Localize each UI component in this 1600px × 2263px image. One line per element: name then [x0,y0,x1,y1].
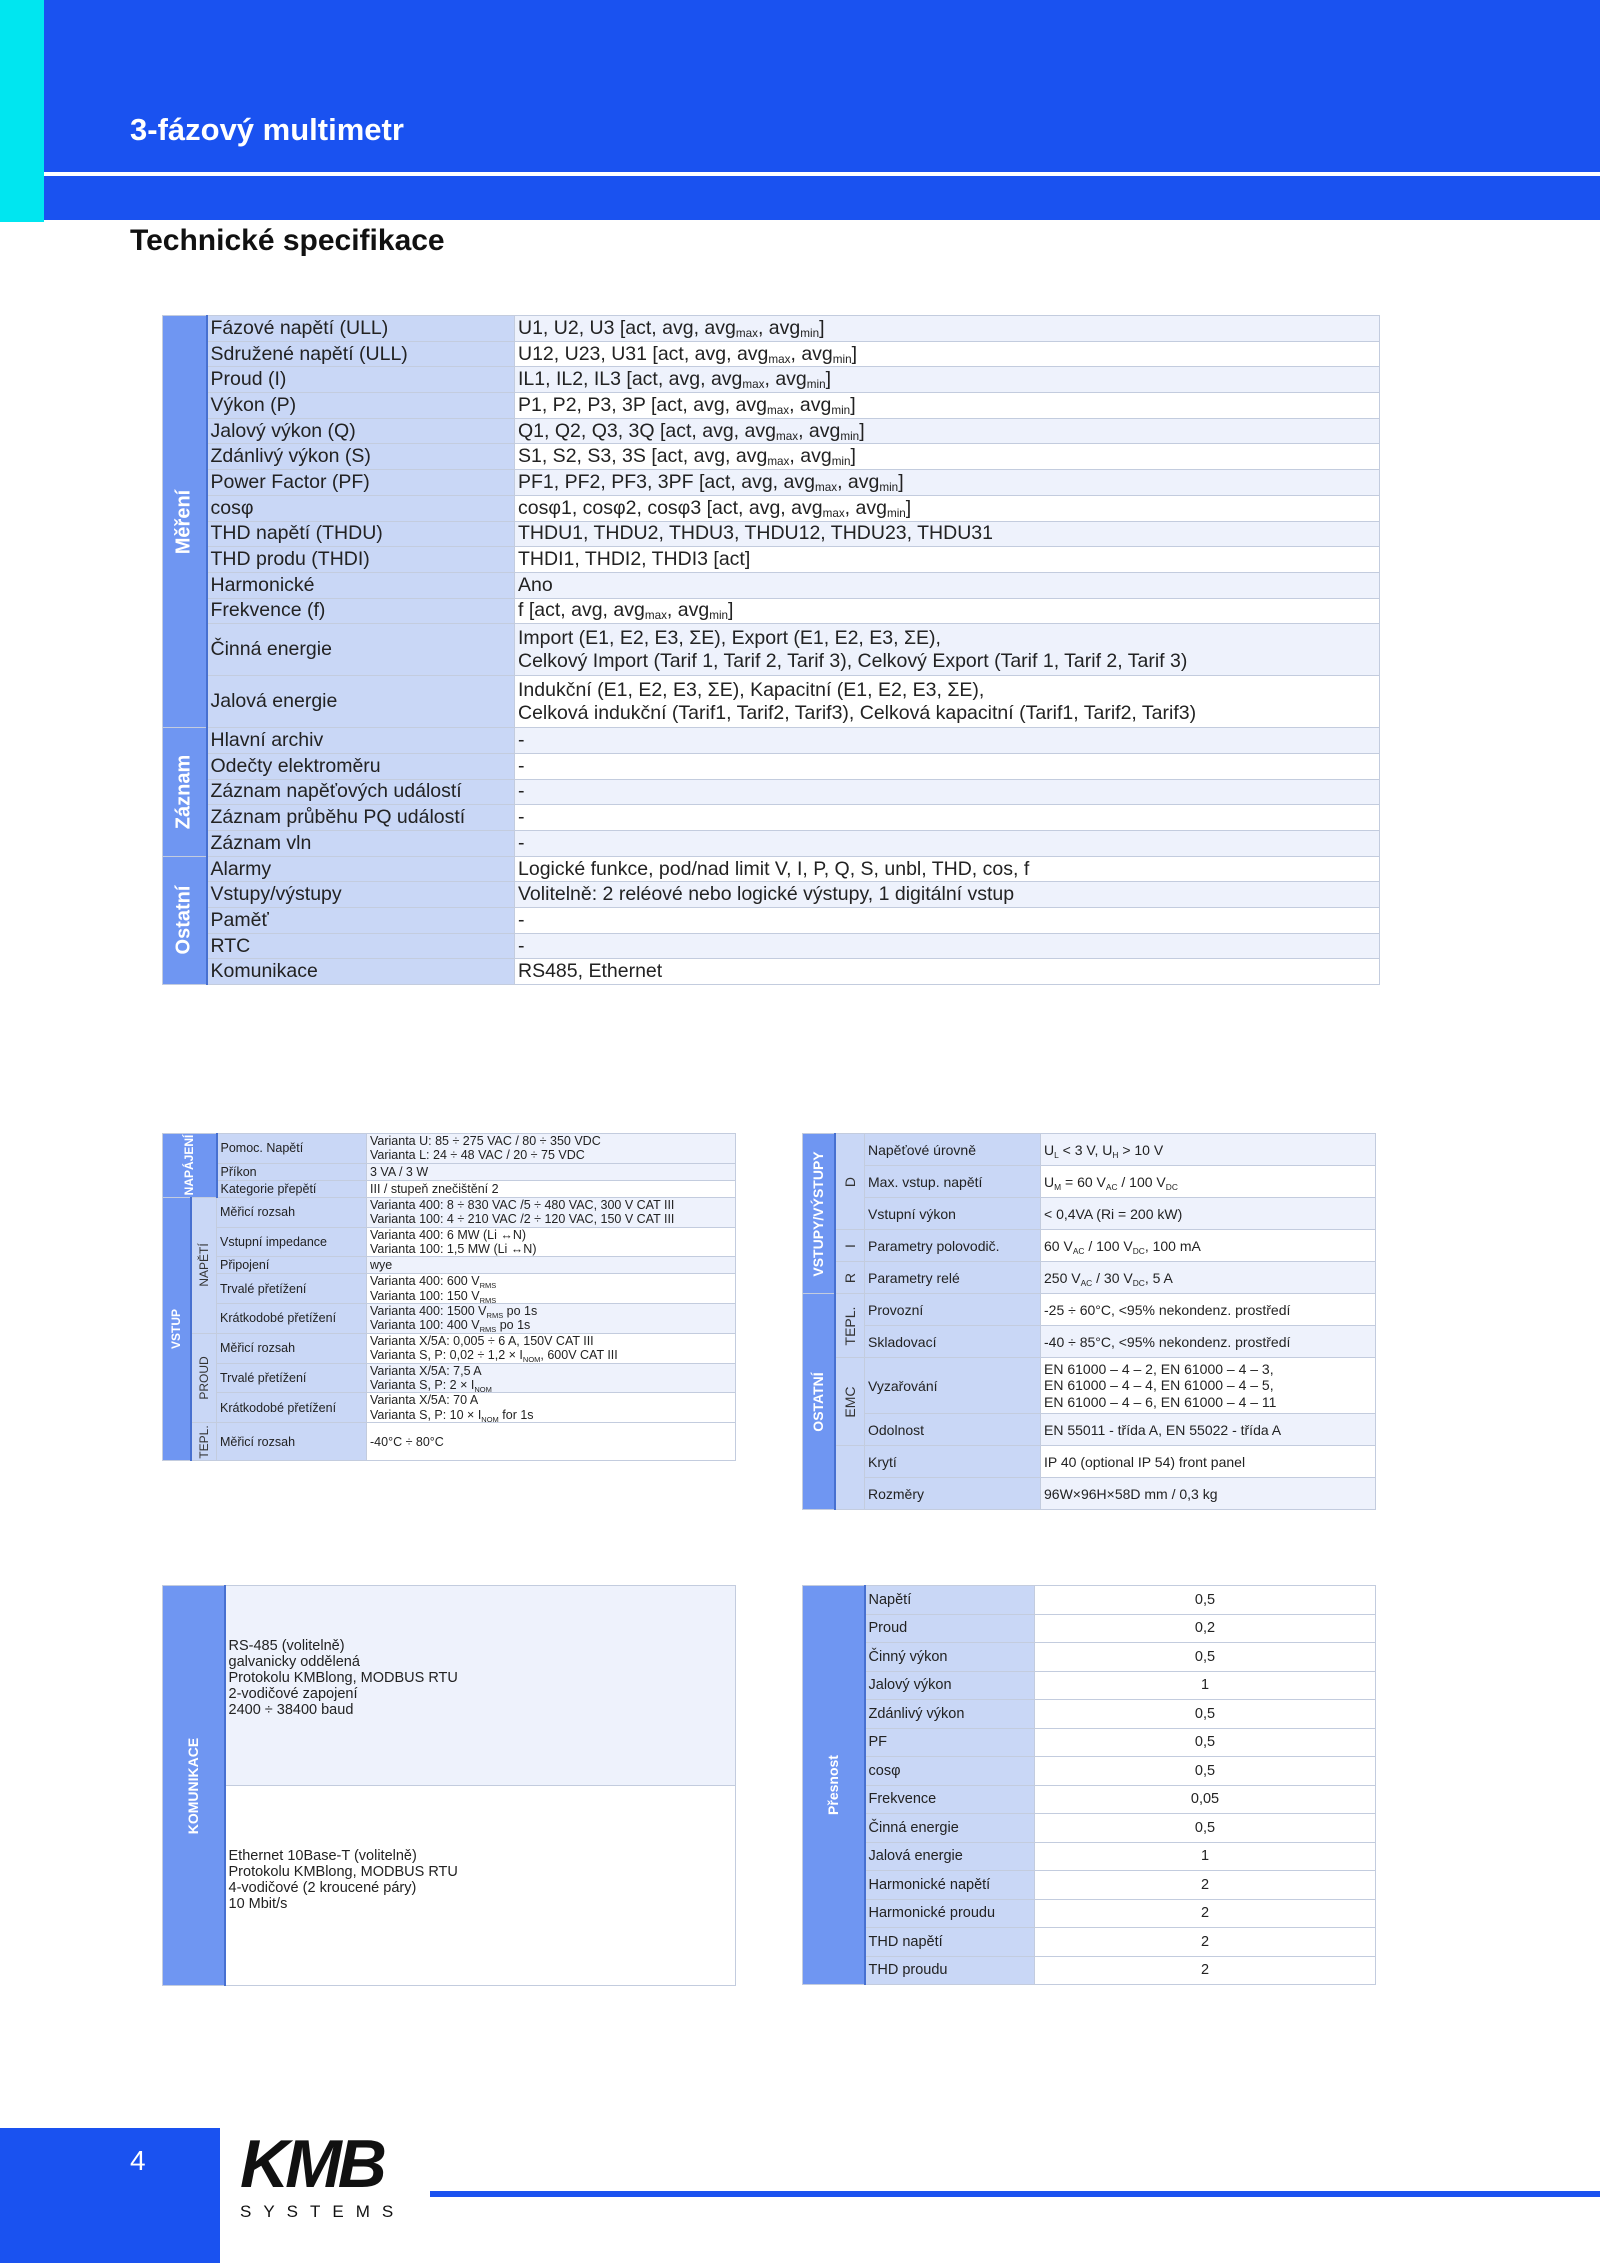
accuracy-value: 1 [1035,1671,1376,1700]
header-lower-band [44,176,1600,220]
group-label-emc: EMC [841,1385,858,1418]
spec-label: Trvalé přetížení [217,1363,367,1393]
page-number: 4 [130,2145,146,2176]
accuracy-label: Harmonické napětí [865,1871,1035,1900]
spec-value: THDU1, THDU2, THDU3, THDU12, THDU23, THDU31 [515,521,1380,547]
spec-value: - [515,933,1380,959]
spec-value: cosφ1, cosφ2, cosφ3 [act, avg, avg$_{max}$, avg$_{min}$] [515,495,1380,521]
rs485-line: RS-485 (volitelně) [228,1638,345,1654]
spec-row [163,521,1380,547]
logo-wordmark: KMB [240,2126,383,2202]
spec-label: Výkon (P) [207,393,515,419]
spec-label: cosφ [207,495,515,521]
spec-row [163,805,1380,831]
spec-label: Pomoc. Napětí [217,1134,367,1164]
logo-subtitle: SYSTEMS [240,2202,406,2221]
spec-label: Parametry polovodič. [865,1230,1041,1262]
spec-row [163,418,1380,444]
spec-value: - [515,805,1380,831]
communication-table [162,1585,736,1986]
spec-row [163,470,1380,496]
accuracy-value: 2 [1035,1899,1376,1928]
accuracy-row [803,1842,1376,1871]
spec-label: Jalový výkon (Q) [207,418,515,444]
spec-value: - [515,779,1380,805]
spec-value: -40°C ÷ 80°C [367,1423,736,1461]
accuracy-label: Jalový výkon [865,1671,1035,1700]
accuracy-row [803,1586,1376,1615]
rs485-line: 2-vodičové zapojení [228,1686,358,1702]
spec-label: Krátkodobé přetížení [217,1393,367,1423]
accuracy-row [803,1928,1376,1957]
accuracy-label: Frekvence [865,1785,1035,1814]
ethernet-line: Ethernet 10Base-T (volitelně) [228,1848,417,1864]
spec-value: wye [367,1257,736,1274]
group-label-presnost: Přesnost [825,1755,842,1815]
spec-label: Sdružené napětí (ULL) [207,341,515,367]
accuracy-label: Proud [865,1614,1035,1643]
spec-label: Příkon [217,1163,367,1180]
spec-label: Měřicí rozsah [217,1333,367,1363]
accuracy-value: 1 [1035,1842,1376,1871]
spec-row [163,444,1380,470]
accuracy-label: PF [865,1728,1035,1757]
rs485-line: galvanicky oddělená [228,1654,360,1670]
accuracy-value: 2 [1035,1956,1376,1985]
spec-value: Q1, Q2, Q3, 3Q [act, avg, avg$_{max}$, avg$_{min}$] [515,418,1380,444]
rs485-line: Protokolu KMBlong, MODBUS RTU [228,1670,458,1686]
group-label-mereni: Měření [172,489,195,554]
spec-label: Harmonické [207,572,515,598]
spec-value: RS485, Ethernet [515,959,1380,985]
spec-row [163,676,1380,728]
spec-row [163,753,1380,779]
spec-label: Skladovací [865,1326,1041,1358]
spec-row [163,933,1380,959]
spec-label: Komunikace [207,959,515,985]
accuracy-row [803,1700,1376,1729]
spec-label: Provozní [865,1294,1041,1326]
spec-value: IL1, IL2, IL3 [act, avg, avg$_{max}$, avg$_{min}$] [515,367,1380,393]
accuracy-label: Činný výkon [865,1643,1035,1672]
spec-row [163,856,1380,882]
group-label-tepl: TEPL. [196,1424,211,1459]
accuracy-label: THD napětí [865,1928,1035,1957]
spec-label: Rozměry [865,1478,1041,1510]
spec-value: PF1, PF2, PF3, 3PF [act, avg, avg$_{max}$, avg$_{min}$] [515,470,1380,496]
spec-label: Měřicí rozsah [217,1197,367,1227]
spec-label: Vstupy/výstupy [207,882,515,908]
footer-rule [430,2191,1600,2197]
spec-value: EN 55011 - třída A, EN 55022 - třída A [1041,1414,1376,1446]
spec-label: Záznam vln [207,831,515,857]
spec-row [163,316,1380,342]
spec-value: 60 $V_{AC} / 100$ $V_{DC}$, 100 mA [1041,1230,1376,1262]
accuracy-label: Napětí [865,1586,1035,1615]
accuracy-row [803,1814,1376,1843]
spec-label: Krytí [865,1446,1041,1478]
spec-label: Činná energie [207,624,515,676]
group-label-ostatni: OSTATNÍ [810,1371,827,1432]
spec-label: Alarmy [207,856,515,882]
spec-label: THD produ (THDI) [207,547,515,573]
accuracy-value: 0,05 [1035,1785,1376,1814]
spec-value: Indukční (E1, E2, E3, ΣE), Kapacitní (E1, E2, E3, ΣE), Celková indukční (Tarif1, Tarif2, Tarif3), Celková kapacitní (Tarif1, Tarif2, Tarif3) [515,676,1380,728]
spec-row [163,728,1380,754]
ethernet-line: 4-vodičové (2 kroucené páry) [228,1880,417,1896]
spec-value: Varianta X/5A: 0,005 ÷ 6 A, 150V CAT III Varianta S, P: $0,02 \div 1,2 \times I_{NOM}$, 600V CAT III [367,1333,736,1363]
accuracy-label: Jalová energie [865,1842,1035,1871]
spec-row [163,908,1380,934]
spec-value: IP 40 (optional IP 54) front panel [1041,1446,1376,1478]
spec-value: Logické funkce, pod/nad limit V, I, P, Q, S, unbl, THD, cos, f [515,856,1380,882]
spec-row [163,882,1380,908]
accuracy-value: 0,5 [1035,1757,1376,1786]
spec-row [163,572,1380,598]
spec-value: -25 ÷ 60°C, <95% nekondenz. prostředí [1041,1294,1376,1326]
group-label-komunikace: KOMUNIKACE [185,1737,202,1834]
spec-label: Vstupní výkon [865,1198,1041,1230]
spec-label: Power Factor (PF) [207,470,515,496]
spec-value: - [515,908,1380,934]
power-input-table [162,1133,736,1461]
section-title: Technické specifikace [130,224,445,257]
spec-row [163,341,1380,367]
accuracy-table [802,1585,1376,1985]
spec-value: - [515,728,1380,754]
spec-row [163,547,1380,573]
spec-label: Max. vstup. napětí [865,1166,1041,1198]
group-label-vstup: VSTUP [169,1308,184,1349]
spec-row [163,831,1380,857]
spec-value: Varianta X/5A: 70 A Varianta S, P: $10 \times I_{NOM}$ for 1s [367,1393,736,1423]
group-label-proud: PROUD [196,1356,211,1400]
spec-row [163,393,1380,419]
spec-row [163,598,1380,624]
kmb-logo [240,2126,415,2222]
spec-value: Varianta X/5A: 7,5 A Varianta S, P: $2 \times I_{NOM}$ [367,1363,736,1393]
spec-label: Vyzařování [865,1358,1041,1414]
accuracy-value: 2 [1035,1928,1376,1957]
spec-value: Volitelně: 2 reléové nebo logické výstupy, 1 digitální vstup [515,882,1380,908]
group-label-r: R [841,1272,858,1283]
spec-label: Jalová energie [207,676,515,728]
spec-value: -40 ÷ 85°C, <95% nekondenz. prostředí [1041,1326,1376,1358]
spec-row [163,495,1380,521]
spec-label: THD napětí (THDU) [207,521,515,547]
ethernet-line: 10 Mbit/s [228,1896,288,1912]
accuracy-row [803,1614,1376,1643]
spec-value: f [act, avg, avg$_{max}$, avg$_{min}$] [515,598,1380,624]
accuracy-row [803,1956,1376,1985]
ethernet-block [225,1786,736,1986]
spec-value: Varianta 400: 6 MW (Li ↔N) Varianta 100: 1,5 MW (Li ↔N) [367,1227,736,1257]
accuracy-value: 2 [1035,1871,1376,1900]
accuracy-label: cosφ [865,1757,1035,1786]
spec-label: Zdánlivý výkon (S) [207,444,515,470]
accuracy-value: 0,5 [1035,1700,1376,1729]
accuracy-row [803,1728,1376,1757]
spec-value: Varianta 400: 1500 $V_{RMS}$ po 1s Varianta 100: 400 $V_{RMS}$ po 1s [367,1304,736,1334]
spec-label: Frekvence (f) [207,598,515,624]
footer-page-block [0,2128,220,2263]
spec-label: Parametry relé [865,1262,1041,1294]
spec-value: III / stupeň znečištění 2 [367,1180,736,1197]
rs485-block [225,1586,736,1786]
group-label-vstupy-vystupy: VSTUPY/VÝSTUPY [810,1150,827,1277]
spec-value: U1, U2, U3 [act, avg, avg$_{max}$, avg$_{min}$] [515,316,1380,342]
accuracy-value: 0,5 [1035,1814,1376,1843]
accuracy-label: Harmonické proudu [865,1899,1035,1928]
spec-value: THDI1, THDI2, THDI3 [act] [515,547,1380,573]
measurement-table [162,315,1380,985]
group-label-zaznam: Záznam [172,754,195,830]
spec-label: Krátkodobé přetížení [217,1304,367,1334]
spec-value: - [515,831,1380,857]
group-label-napajeni: NAPÁJENÍ [182,1135,197,1196]
group-label-napeti: NAPĚTÍ [196,1243,211,1287]
spec-value: Ano [515,572,1380,598]
accuracy-value: 0,2 [1035,1614,1376,1643]
group-label-tepl: TEPL. [841,1306,858,1345]
spec-row [163,779,1380,805]
accuracy-row [803,1671,1376,1700]
accuracy-label: Zdánlivý výkon [865,1700,1035,1729]
accuracy-row [803,1785,1376,1814]
spec-value: Varianta 400: 8 ÷ 830 VAC /5 ÷ 480 VAC, 300 V CAT III Varianta 100: 4 ÷ 210 VAC /2 ÷ 120 VAC, 150 V CAT III [367,1197,736,1227]
spec-label: Kategorie přepětí [217,1180,367,1197]
spec-row [163,959,1380,985]
spec-label: Odolnost [865,1414,1041,1446]
group-label-i: I [841,1243,858,1248]
spec-label: Měřicí rozsah [217,1423,367,1461]
spec-label: Proud (I) [207,367,515,393]
spec-value: Varianta U: 85 ÷ 275 VAC / 80 ÷ 350 VDC Varianta L: 24 ÷ 48 VAC / 20 ÷ 75 VDC [367,1134,736,1164]
accuracy-row [803,1643,1376,1672]
spec-value: < 0,4VA (Ri = 200 kW) [1041,1198,1376,1230]
spec-label: Hlavní archiv [207,728,515,754]
spec-row [163,367,1380,393]
spec-value: P1, P2, P3, 3P [act, avg, avg$_{max}$, avg$_{min}$] [515,393,1380,419]
group-label-d: D [841,1176,858,1187]
spec-value: EN 61000 – 4 – 2, EN 61000 – 4 – 3, EN 61000 – 4 – 4, EN 61000 – 4 – 5, EN 61000 – 4 – 6, EN 61000 – 4 – 11 [1041,1358,1376,1414]
spec-row [163,624,1380,676]
accuracy-label: THD proudu [865,1956,1035,1985]
spec-label: Napěťové úrovně [865,1134,1041,1166]
accuracy-value: 0,5 [1035,1728,1376,1757]
document-title: 3-fázový multimetr [130,112,404,147]
spec-value: U12, U23, U31 [act, avg, avg$_{max}$, avg$_{min}$] [515,341,1380,367]
spec-value: $U_L < 3$ V, $U_H > 10$ V [1041,1134,1376,1166]
spec-value: S1, S2, S3, 3S [act, avg, avg$_{max}$, avg$_{min}$] [515,444,1380,470]
header-accent-stripe [0,0,44,222]
spec-value: 250 $V_{AC} / 30$ $V_{DC}$, 5 A [1041,1262,1376,1294]
spec-label: Trvalé přetížení [217,1274,367,1304]
spec-label: Fázové napětí (ULL) [207,316,515,342]
accuracy-label: Činná energie [865,1814,1035,1843]
spec-value: Varianta 400: 600 $V_{RMS}$ Varianta 100: 150 $V_{RMS}$ [367,1274,736,1304]
accuracy-row [803,1871,1376,1900]
spec-label: Záznam průběhu PQ událostí [207,805,515,831]
spec-label: RTC [207,933,515,959]
spec-value: 3 VA / 3 W [367,1163,736,1180]
accuracy-row [803,1899,1376,1928]
rs485-line: 2400 ÷ 38400 baud [228,1702,354,1718]
spec-value: - [515,753,1380,779]
io-other-table [802,1133,1376,1510]
accuracy-row [803,1757,1376,1786]
spec-value: Import (E1, E2, E3, ΣE), Export (E1, E2, E3, ΣE), Celkový Import (Tarif 1, Tarif 2, Tarif 3), Celkový Export (Tarif 1, Tarif 2, Tarif 3) [515,624,1380,676]
spec-value: 96W×96H×58D mm / 0,3 kg [1041,1478,1376,1510]
spec-value: $U_M = 60$ $V_{AC} / 100$ $V_{DC}$ [1041,1166,1376,1198]
spec-label: Paměť [207,908,515,934]
spec-label: Vstupní impedance [217,1227,367,1257]
spec-label: Připojení [217,1257,367,1274]
accuracy-value: 0,5 [1035,1586,1376,1615]
spec-label: Záznam napěťových událostí [207,779,515,805]
spec-label: Odečty elektroměru [207,753,515,779]
group-label-ostatni: Ostatní [172,885,195,955]
ethernet-line: Protokolu KMBlong, MODBUS RTU [228,1864,458,1880]
accuracy-value: 0,5 [1035,1643,1376,1672]
